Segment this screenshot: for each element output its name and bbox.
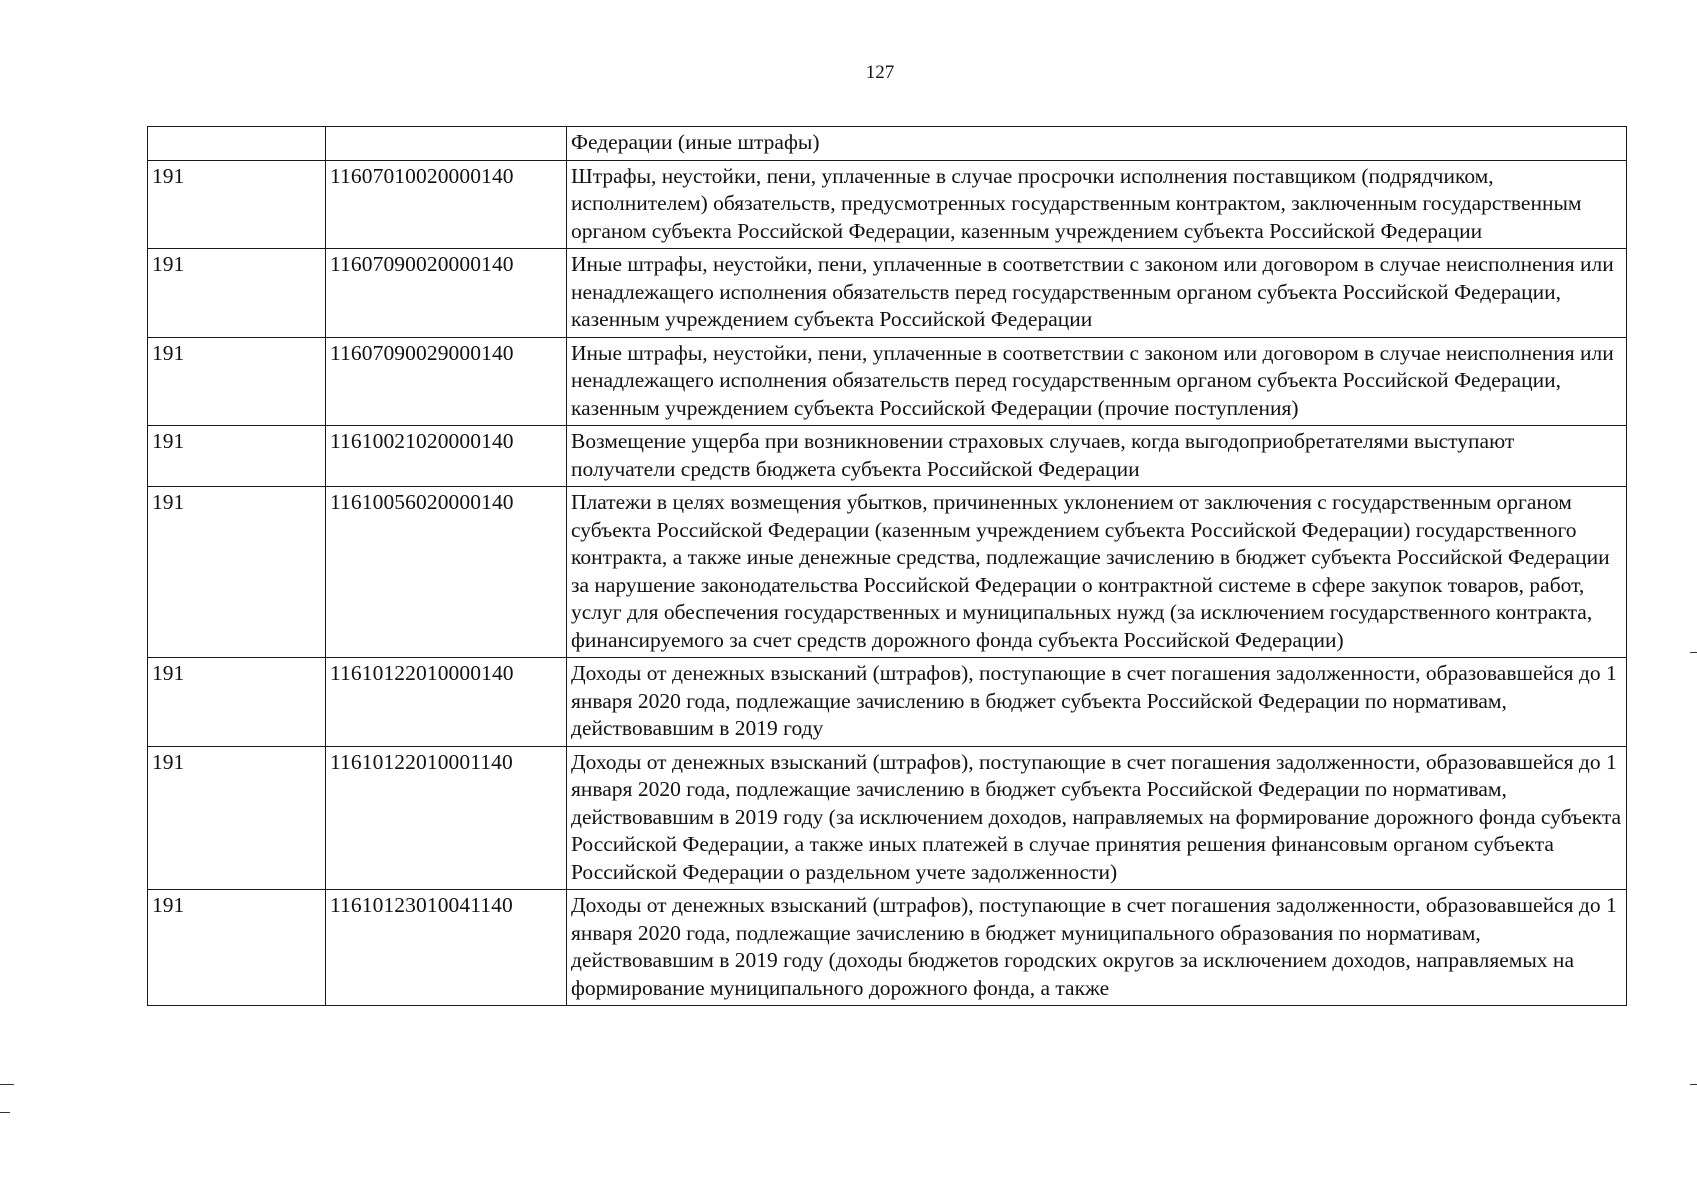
table-row [148,746,1627,890]
budget-code-cell: 11610056020000140 [326,487,567,658]
table-row [148,890,1627,1006]
description-cell: Штрафы, неустойки, пени, уплаченные в случае просрочки исполнения поставщиком (подрядчиком, исполнителем) обязательств, предусмотренных государственным контрактом, заключенным государственным органом субъекта Российской Федерации, казенным учреждением субъекта Российской Федерации [567,160,1627,249]
admin-code-cell: 191 [148,658,326,747]
admin-code-cell [148,127,326,161]
table-row [148,127,1627,161]
description-cell: Платежи в целях возмещения убытков, причиненных уклонением от заключения с государственным органом субъекта Российской Федерации (казенным учреждением субъекта Российской Федерации) государственного контракта, а также иные денежные средства, подлежащие зачислению в бюджет субъекта Российской Федерации за нарушение законодательства Российской Федерации о контрактной системе в сфере закупок товаров, работ, услуг для обеспечения государственных и муниципальных нужд (за исключением государственного контракта, финансируемого за счет средств дорожного фонда субъекта Российской Федерации) [567,487,1627,658]
description-cell: Федерации (иные штрафы) [567,127,1627,161]
budget-code-cell: 11610122010000140 [326,658,567,747]
budget-code-cell: 11610123010041140 [326,890,567,1006]
description-cell: Возмещение ущерба при возникновении страховых случаев, когда выгодоприобретателями выступают получатели средств бюджета субъекта Российской Федерации [567,426,1627,487]
scan-mark [0,1084,14,1085]
admin-code-cell: 191 [148,337,326,426]
table-row [148,337,1627,426]
admin-code-cell: 191 [148,249,326,338]
table-row [148,658,1627,747]
budget-code-cell: 11610021020000140 [326,426,567,487]
description-cell: Иные штрафы, неустойки, пени, уплаченные в соответствии с законом или договором в случае неисполнения или ненадлежащего исполнения обязательств перед государственным органом субъекта Российской Федерации, казенным учреждением субъекта Российской Федерации (прочие поступления) [567,337,1627,426]
description-cell: Иные штрафы, неустойки, пени, уплаченные в соответствии с законом или договором в случае неисполнения или ненадлежащего исполнения обязательств перед государственным органом субъекта Российской Федерации, казенным учреждением субъекта Российской Федерации [567,249,1627,338]
table-row [148,249,1627,338]
table-row [148,426,1627,487]
admin-code-cell: 191 [148,487,326,658]
description-cell: Доходы от денежных взысканий (штрафов), поступающие в счет погашения задолженности, образовавшейся до 1 января 2020 года, подлежащие зачислению в бюджет субъекта Российской Федерации по нормативам, действовавшим в 2019 году [567,658,1627,747]
budget-code-cell: 11610122010001140 [326,746,567,890]
page-number: 127 [865,62,895,83]
scan-mark [0,1112,10,1113]
table-row [148,160,1627,249]
budget-code-cell: 11607090020000140 [326,249,567,338]
admin-code-cell: 191 [148,160,326,249]
description-cell: Доходы от денежных взысканий (штрафов), поступающие в счет погашения задолженности, образовавшейся до 1 января 2020 года, подлежащие зачислению в бюджет субъекта Российской Федерации по нормативам, действовавшим в 2019 году (за исключением доходов, направляемых на формирование дорожного фонда субъекта Российской Федерации, а также иных платежей в случае принятия решения финансовым органом субъекта Российской Федерации о раздельном учете задолженности) [567,746,1627,890]
admin-code-cell: 191 [148,426,326,487]
budget-code-cell: 11607090029000140 [326,337,567,426]
revenue-codes-table [147,126,1627,1006]
admin-code-cell: 191 [148,890,326,1006]
admin-code-cell: 191 [148,746,326,890]
budget-code-cell [326,127,567,161]
scan-mark [1690,652,1697,653]
description-cell: Доходы от денежных взысканий (штрафов), поступающие в счет погашения задолженности, образовавшейся до 1 января 2020 года, подлежащие зачислению в бюджет муниципального образования по нормативам, действовавшим в 2019 году (доходы бюджетов городских округов за исключением доходов, направляемых на формирование муниципального дорожного фонда, а также [567,890,1627,1006]
table-row [148,487,1627,658]
scan-mark [1690,1084,1697,1085]
budget-code-cell: 11607010020000140 [326,160,567,249]
